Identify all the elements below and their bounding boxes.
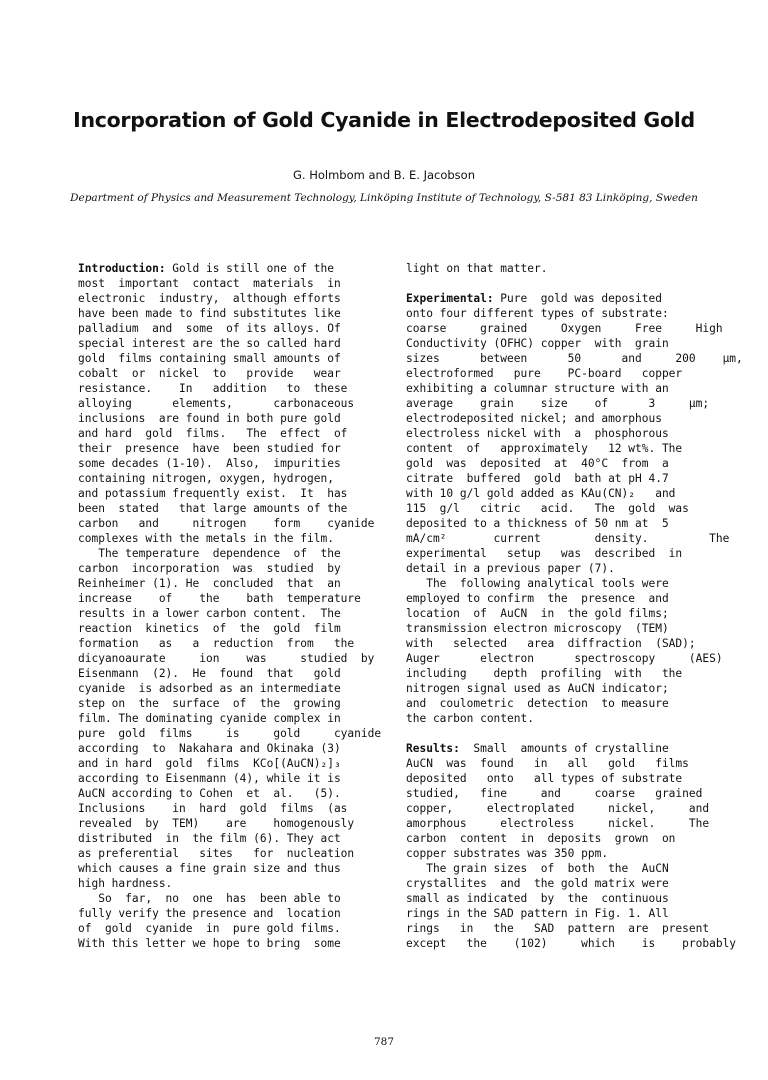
text-line: AuCN was found in all gold films [406, 757, 689, 770]
text-line: experimental setup was described in [406, 547, 683, 560]
text-line: light on that matter. [406, 262, 548, 275]
text-line: with selected area diffraction (SAD); [406, 637, 696, 650]
paper-title: Incorporation of Gold Cyanide in Electrodeposited Gold [73, 108, 695, 132]
text-line: their presence have been studied for [78, 442, 341, 455]
text-line: been stated that large amounts of the [78, 502, 348, 515]
text-line: including depth profiling with the [406, 667, 683, 680]
text-line: as preferential sites for nucleation [78, 847, 355, 860]
text-line: The following analytical tools were [406, 577, 669, 590]
text-line: have been made to find substitutes like [78, 307, 341, 320]
paragraph-gap [406, 726, 694, 741]
paragraph-gap [406, 276, 694, 291]
text-line: amorphous electroless nickel. The [406, 817, 710, 830]
text-line: revealed by TEM) are homogenously [78, 817, 355, 830]
text-line: Introduction: Gold is still one of the [78, 262, 334, 275]
text-line: The temperature dependence of the [78, 547, 341, 560]
text-line: location of AuCN in the gold films; [406, 607, 669, 620]
introduction-section [78, 261, 375, 546]
text-line: rings in the SAD pattern in Fig. 1. All [406, 907, 669, 920]
text-line: carbon incorporation was studied by [78, 562, 341, 575]
text-line: Inclusions in hard gold films (as [78, 802, 348, 815]
text-line: the carbon content. [406, 712, 534, 725]
text-line: and in hard gold films KCo[(AuCN)₂]₃ [78, 757, 341, 770]
text-line: results in a lower carbon content. The [78, 607, 341, 620]
text-line: most important contact materials in [78, 277, 341, 290]
text-line: exhibiting a columnar structure with an [406, 382, 669, 395]
text-line: containing nitrogen, oxygen, hydrogen, [78, 472, 334, 485]
text-line: and hard gold films. The effect of [78, 427, 348, 440]
text-line: deposited to a thickness of 50 nm at 5 [406, 517, 669, 530]
text-line: crystallites and the gold matrix were [406, 877, 669, 890]
text-line: studied, fine and coarse grained [406, 787, 703, 800]
text-line: according to Eisenmann (4), while it is [78, 772, 341, 785]
text-line: citrate buffered gold bath at pH 4.7 [406, 472, 669, 485]
text-line: film. The dominating cyanide complex in [78, 712, 341, 725]
text-line: which causes a fine grain size and thus [78, 862, 341, 875]
text-line: carbon and nitrogen form cyanide [78, 517, 375, 530]
page-number: 787 [373, 1036, 395, 1048]
text-line: except the (102) which is probably [406, 937, 737, 950]
left-column [78, 261, 382, 951]
text-line: electroformed pure PC-board copper [406, 367, 683, 380]
text-line: dicyanoaurate ion was studied by [78, 652, 375, 665]
text-line: Experimental: Pure gold was deposited [406, 292, 662, 305]
text-line: Conductivity (OFHC) copper with grain [406, 337, 669, 350]
text-line: palladium and some of its alloys. Of [78, 322, 341, 335]
text-line: content of approximately 12 wt%. The [406, 442, 683, 455]
text-line: Results: Small amounts of crystalline [406, 742, 669, 755]
text-line: step on the surface of the growing [78, 697, 341, 710]
text-line: copper substrates was 350 ppm. [406, 847, 609, 860]
text-line: some decades (1-10). Also, impurities [78, 457, 341, 470]
text-line: according to Nakahara and Okinaka (3) [78, 742, 341, 755]
text-line: reaction kinetics of the gold film [78, 622, 341, 635]
text-line: carbon content in deposits grown on [406, 832, 676, 845]
text-line: rings in the SAD pattern are present [406, 922, 710, 935]
text-line: special interest are the so called hard [78, 337, 341, 350]
text-line: resistance. In addition to these [78, 382, 348, 395]
paragraph-analytical-tools [406, 576, 723, 726]
text-line: gold films containing small amounts of [78, 352, 341, 365]
text-line: nitrogen signal used as AuCN indicator; [406, 682, 669, 695]
affiliation-line: Department of Physics and Measurement Technology, Linköping Institute of Technology, S-581 83 Linköping, Sweden [70, 192, 698, 204]
text-line: mA/cm² current density. The [406, 532, 730, 545]
text-line: increase of the bath temperature [78, 592, 361, 605]
text-line: detail in a previous paper (7). [406, 562, 615, 575]
text-line: distributed in the film (6). They act [78, 832, 341, 845]
text-line: The grain sizes of both the AuCN [406, 862, 669, 875]
text-line: of gold cyanide in pure gold films. [78, 922, 341, 935]
text-line: cyanide is adsorbed as an intermediate [78, 682, 341, 695]
paragraph-grain-sizes [406, 861, 737, 951]
text-line: sizes between 50 and 200 μm, [406, 352, 743, 365]
text-line: electroless nickel with a phosphorous [406, 427, 669, 440]
text-line: copper, electroplated nickel, and [406, 802, 710, 815]
text-line: AuCN according to Cohen et al. (5). [78, 787, 341, 800]
text-line: complexes with the metals in the film. [78, 532, 334, 545]
paragraph-so-far [78, 891, 366, 951]
text-line: electrodeposited nickel; and amorphous [406, 412, 662, 425]
section-heading-experimental: Experimental: [406, 292, 494, 305]
text-line: cobalt or nickel to provide wear [78, 367, 341, 380]
text-line: gold was deposited at 40°C from a [406, 457, 669, 470]
text-line: transmission electron microscopy (TEM) [406, 622, 669, 635]
results-section [406, 741, 710, 861]
text-line: and potassium frequently exist. It has [78, 487, 348, 500]
text-line: Reinheimer (1). He concluded that an [78, 577, 341, 590]
text-line: pure gold films is gold cyanide [78, 727, 382, 740]
text-line: employed to confirm the presence and [406, 592, 669, 605]
paragraph-temperature [78, 546, 382, 891]
text-line: high hardness. [78, 877, 173, 890]
experimental-section [406, 291, 743, 576]
text-line: onto four different types of substrate: [406, 307, 669, 320]
text-line: fully verify the presence and location [78, 907, 341, 920]
text-line: and coulometric detection to measure [406, 697, 669, 710]
continuation-text [406, 261, 694, 276]
text-line: average grain size of 3 μm; [406, 397, 710, 410]
section-heading-introduction: Introduction: [78, 262, 166, 275]
text-line: alloying elements, carbonaceous [78, 397, 355, 410]
text-line: coarse grained Oxygen Free High [406, 322, 723, 335]
text-line: deposited onto all types of substrate [406, 772, 683, 785]
text-line: With this letter we hope to bring some [78, 937, 341, 950]
text-line: inclusions are found in both pure gold [78, 412, 341, 425]
text-line: electronic industry, although efforts [78, 292, 341, 305]
text-line: with 10 g/l gold added as KAu(CN)₂ and [406, 487, 676, 500]
right-column [406, 261, 743, 951]
text-line: 115 g/l citric acid. The gold was [406, 502, 689, 515]
text-line: small as indicated by the continuous [406, 892, 669, 905]
author-line: G. Holmbom and B. E. Jacobson [293, 168, 475, 182]
text-line: So far, no one has been able to [78, 892, 341, 905]
text-line: Auger electron spectroscopy (AES) [406, 652, 723, 665]
section-heading-results: Results: [406, 742, 460, 755]
text-line: Eisenmann (2). He found that gold [78, 667, 341, 680]
text-line: formation as a reduction from the [78, 637, 355, 650]
